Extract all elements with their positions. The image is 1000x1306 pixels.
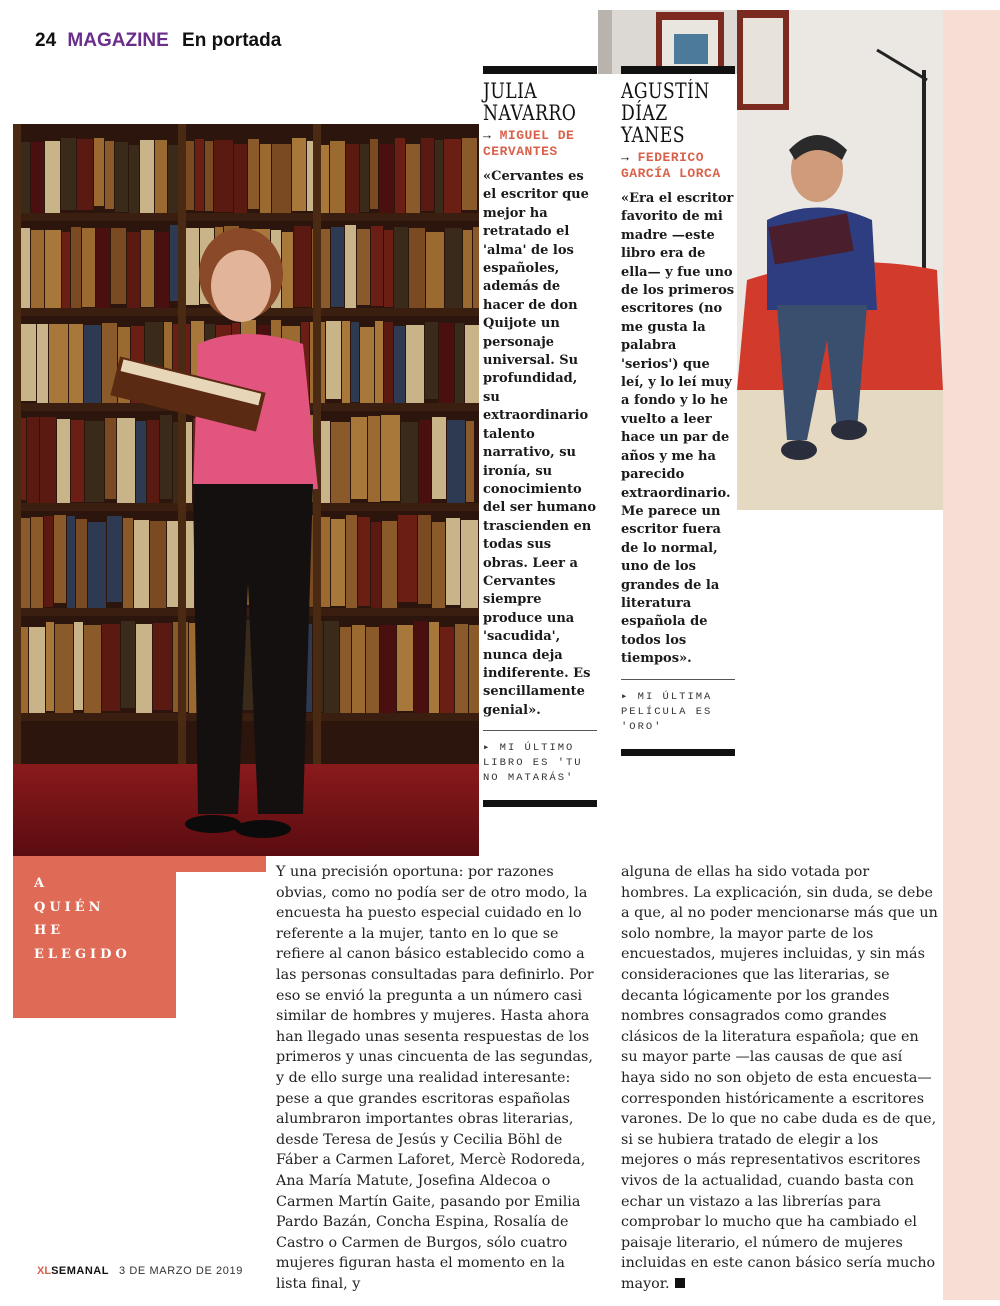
profile-top-rule — [483, 66, 597, 74]
profile-quote: «Era el escritor favorito de mi madre —este libro era de ella— y fue uno de los primeros escritores (no me gusta la palabra 'serios') que leí, y lo leí muy a fondo y lo he vuelto a leer hace un par de años y me ha parecido extraordinario. Me parece un escritor fuera de lo normal, uno de los grandes de la literatura española de todos los tiempos». — [621, 191, 735, 667]
article-column-2: alguna de ellas ha sido votada por hombres. La explicación, sin duda, se debe a que, al no poder mencionarse más que un solo nombre, la mayor parte de los encuestados, mujeres incluidas, y sin más consideraciones que las literarias, se decanta lógicamente por los grandes nombres consagrados como grandes clásicos de la literatura española; que en su mayor parte —las causas de que así haya sido no son objeto de esta encuesta— corresponden históricamente a escritores varones. De lo que no cabe duda es de que, si se hubiera tratado de elegir a los mejores o más representativos escritores vivos de la actualidad, cuando basta con echar un vistazo a las librerías para comprobar lo mucho que ha cambiado el paisaje literario, el número de mujeres incluidas en este canon básico sería mucho mayor. — [621, 864, 938, 1292]
page-footer — [37, 1265, 243, 1277]
arrow-right-icon: → — [483, 128, 492, 143]
profile-favorite-author: → FEDERICO GARCÍA LORCA — [621, 150, 721, 181]
profile-top-rule — [621, 66, 735, 74]
section-label-text: A QUIÉN HE ELEGIDO — [34, 876, 131, 962]
profile-julia-navarro — [483, 66, 597, 807]
agustin-diaz-yanes-photo — [737, 10, 943, 510]
arrow-right-icon: → — [621, 150, 630, 165]
section-label: En portada — [182, 30, 282, 51]
page-edge-strip — [943, 10, 1000, 1300]
profile-bottom-rule — [483, 800, 597, 807]
profile-favorite-author: → MIGUEL DE CERVANTES — [483, 128, 575, 159]
profile-author-name: AGUSTÍN DÍAZ YANES — [621, 79, 710, 147]
profile-author-name: JULIA NAVARRO — [483, 79, 577, 125]
profile-last-work: ▸ MI ÚLTIMO LIBRO ES 'TU NO MATARÁS' — [483, 742, 583, 785]
article-column-1: Y una precisión oportuna: por razones obvias, como no podía ser de otro modo, la encuesta ha puesto especial cuidado en lo referente a la mujer, tanto en lo que se refiere al canon básico establecido como a las personas consultadas para definirlo. Por eso se envió la pregunta a un número casi similar de hombres y mujeres. Hasta ahora han llegado unas sesenta respuestas de los primeros y unas cincuenta de las segundas, y de ello surge una realidad interesante: pese a que grandes escritoras españolas alumbraron importantes obras literarias, desde Teresa de Jesús y Cecilia Böhl de Fáber a Carmen Laforet, Mercè Rodoreda, Ana María Matute, Josefina Aldecoa o Carmen Martín Gaite, pasando por Emilia Pardo Bazán, Concha Espina, Rosalía de Castro o Carmen de Burgos, sólo cuatro mujeres figuran hasta el momento en la lista final, y — [276, 864, 594, 1292]
triangle-pointer-icon: ▸ — [621, 690, 630, 703]
julia-navarro-photo — [13, 124, 479, 856]
room-wall-photo — [598, 10, 737, 74]
profile-agustin-diaz-yanes — [621, 66, 735, 756]
profile-bottom-rule — [621, 749, 735, 756]
brand-semanal: SEMANAL — [51, 1265, 109, 1277]
section-label-box-tab — [176, 856, 266, 872]
triangle-pointer-icon: ▸ — [483, 742, 492, 755]
issue-date: 3 DE MARZO DE 2019 — [119, 1265, 243, 1277]
profile-last-work: ▸ MI ÚLTIMA PELÍCULA ES 'ORO' — [621, 690, 713, 733]
profile-quote: «Cervantes es el escritor que mejor ha retratado el 'alma' de los españoles, además de hacer de don Quijote un personaje universal. Su profundidad, su extraordinario talento narrativo, su ironía, su conocimiento del ser humano trascienden en todas sus obras. Leer a Cervantes siempre produce una 'sacudida', nunca deja indiferente. Es sencillamente genial». — [483, 169, 596, 718]
profile-divider — [483, 730, 597, 731]
brand-xl: XL — [37, 1265, 52, 1277]
page-header — [35, 30, 281, 52]
end-mark-icon — [675, 1278, 685, 1288]
magazine-label: MAGAZINE — [67, 30, 169, 51]
profile-divider — [621, 679, 735, 680]
page-number: 24 — [35, 30, 57, 51]
